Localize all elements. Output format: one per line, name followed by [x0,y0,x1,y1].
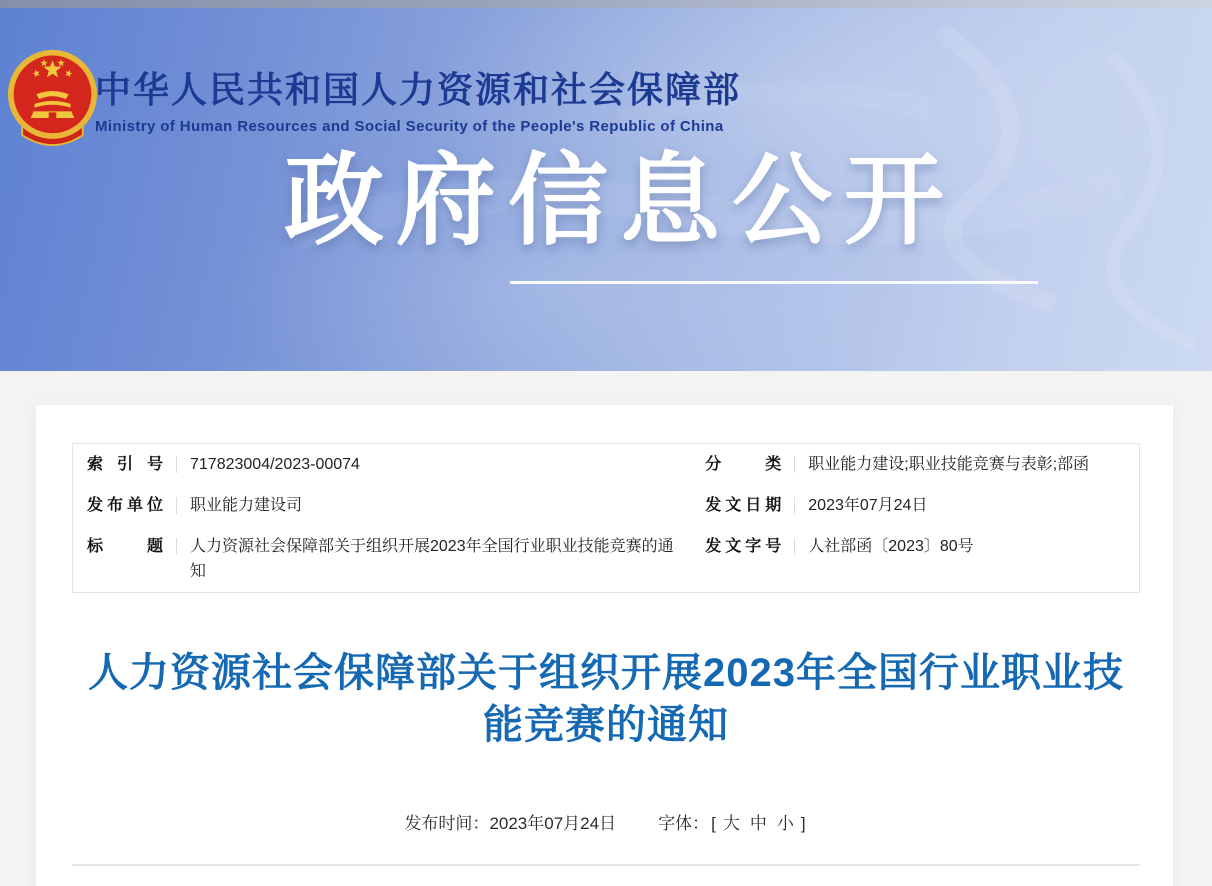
font-size-medium-button[interactable]: 中 [749,814,767,833]
index-number-value: 717823004/2023-00074 [190,456,360,473]
ministry-name-cn[interactable]: 中华人民共和国人力资源和社会保障部 [95,69,742,110]
index-number-label: 索引号 [87,456,163,473]
doc-number-value: 人社部函〔2023〕80号 [808,538,974,555]
issue-date-label: 发文日期 [705,497,782,514]
publish-unit-value: 职业能力建设司 [190,497,303,514]
cell-divider [794,538,795,555]
article-top-divider [72,864,1140,866]
publish-unit-label: 发布单位 [87,497,163,514]
cell-divider [176,497,177,514]
cell-divider [794,456,795,473]
publish-time-label: 发布时间： [404,814,490,833]
doc-title-label: 标题 [87,538,163,555]
publish-info-line [72,809,1140,834]
document-card [36,405,1173,886]
meta-cell-doc-number [691,526,1139,592]
cell-divider [176,538,177,555]
table-row [73,526,1139,592]
publish-time-value: 2023年07月24日 [489,814,617,833]
meta-cell-title [73,526,691,592]
issue-date-value: 2023年07月24日 [808,497,928,514]
document-meta-table [72,443,1140,593]
title-underline-decoration [510,281,1038,284]
meta-cell-publish-unit [73,485,691,526]
top-strip [0,0,1212,8]
article-title: 人力资源社会保障部关于组织开展2023年全国行业职业技能竞赛的通知 [88,651,1124,747]
content-area [0,371,1212,886]
cell-divider [794,497,795,514]
meta-cell-issue-date [691,485,1139,526]
meta-cell-index-number [73,444,691,485]
cell-divider [176,456,177,473]
table-row [73,444,1139,485]
font-bracket-open: [ [711,814,716,833]
category-value: 职业能力建设;职业技能竞赛与表彰;部函 [808,456,1090,473]
font-size-label: 字体： [658,814,710,833]
font-size-small-button[interactable]: 小 [776,814,794,833]
category-label: 分类 [705,456,782,473]
table-row [73,485,1139,526]
doc-title-value: 人力资源社会保障部关于组织开展2023年全国行业职业技能竞赛的通知 [190,538,674,580]
font-bracket-close: ] [800,814,806,833]
doc-number-label: 发文字号 [705,538,782,555]
gov-info-disclosure-title: 政府信息公开 [284,145,956,257]
ministry-name-en: Ministry of Human Resources and Social Security of the People's Republic of China [95,118,724,135]
header-banner [0,0,1212,371]
font-size-large-button[interactable]: 大 [722,814,740,833]
national-emblem-icon[interactable] [5,47,100,155]
meta-cell-category [691,444,1139,485]
